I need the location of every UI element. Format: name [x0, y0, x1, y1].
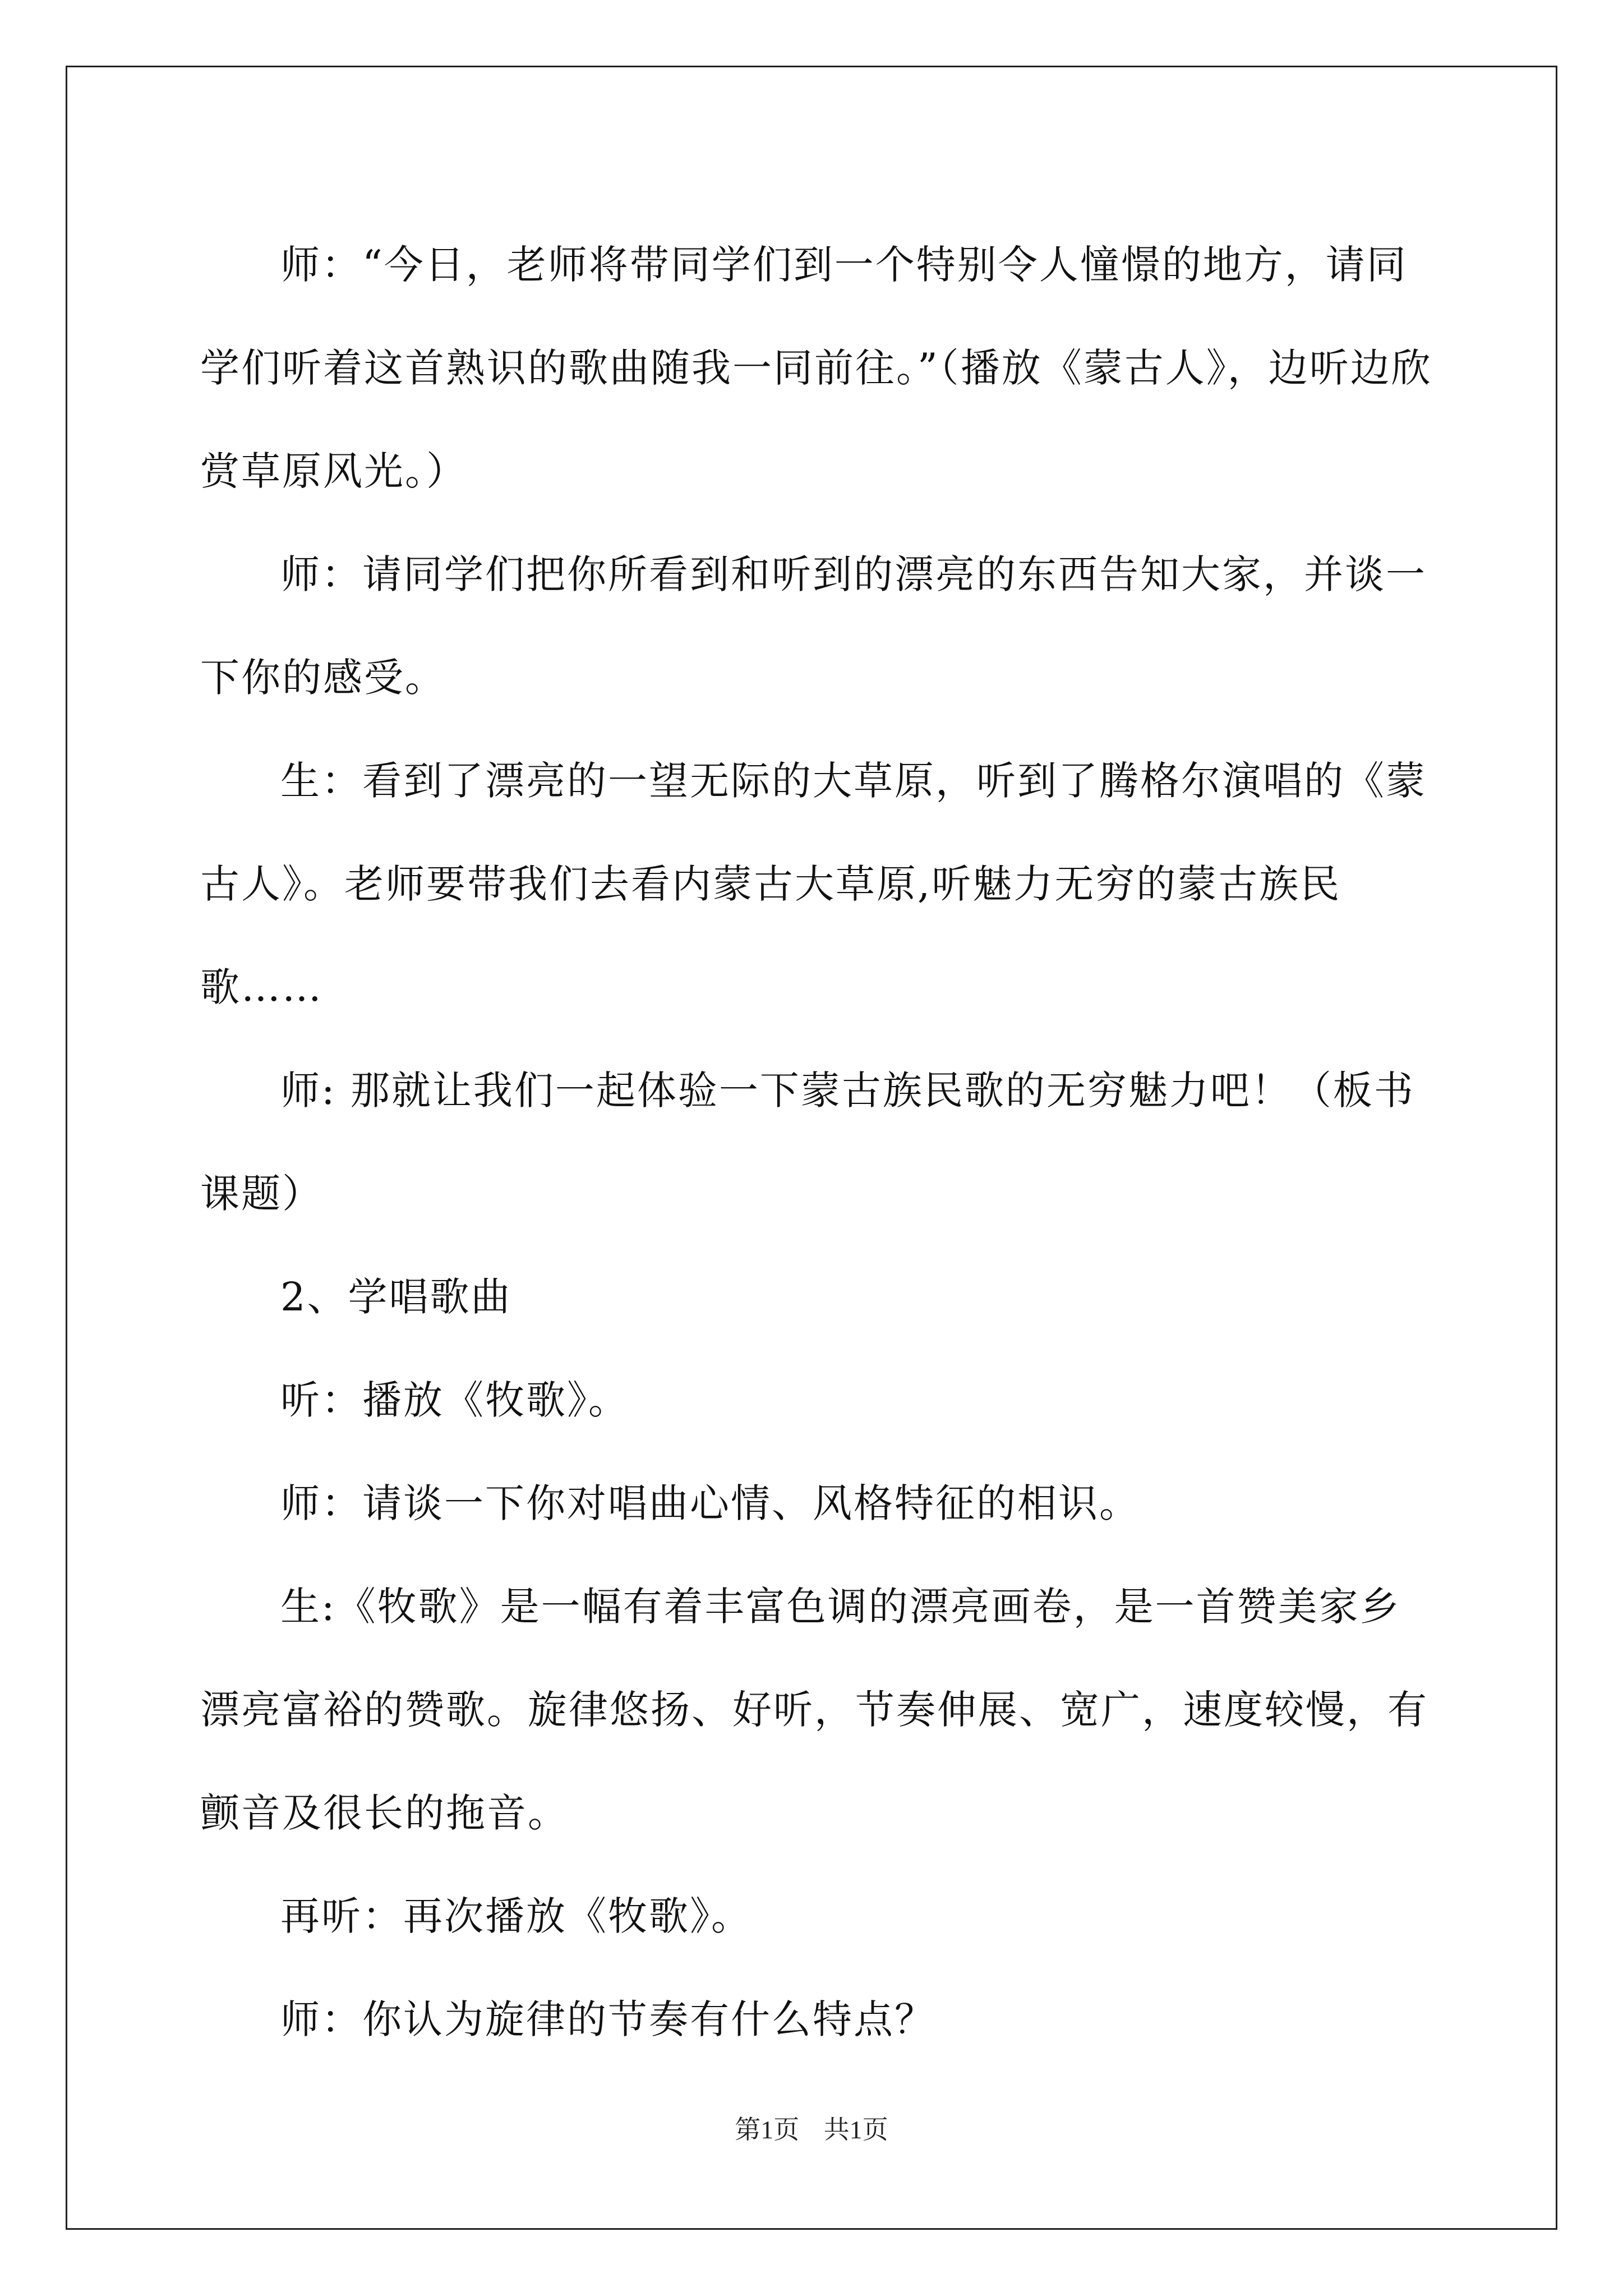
paragraph-teacher-question: 师：请同学们把你所看到和听到的漂亮的东西告知大家，并谈一下你的感受。 [200, 551, 1427, 701]
page-footer [0, 2109, 1623, 2146]
paragraph-listen: 听：播放《牧歌》。 [280, 1377, 629, 1423]
paragraph-student-style: 生:《牧歌》是一幅有着丰富色调的漂亮画卷，是一首赞美家乡漂亮富裕的赞歌。旋律悠扬、好听，节奏伸展、宽广，速度较慢，有颤音及很长的拖音。 [200, 1584, 1428, 1836]
paragraph-teacher-topic: 师: 那就让我们一起体验一下蒙古族民歌的无穷魅力吧！（板书课题） [200, 1068, 1415, 1217]
paragraph-student-answer: 生：看到了漂亮的一望无际的大草原，听到了腾格尔演唱的《蒙古人》。老师要带我们去看内蒙古大草原,听魅力无穷的蒙古族民歌…… [200, 758, 1427, 1010]
page-number-total: 共1页 [823, 2115, 888, 2144]
paragraph-teacher-rhythm: 师：你认为旋律的节奏有什么特点？ [280, 1996, 935, 2042]
document-body [200, 213, 1434, 2071]
page-number-current: 第1页 [735, 2115, 800, 2144]
section-heading-learn-song: 2、学唱歌曲 [280, 1274, 512, 1320]
paragraph-intro: 师：“今日，老师将带同学们到一个特别令人憧憬的地方，请同学们听着这首熟识的歌曲随我一同前往。”（播放《蒙古人》，边听边欣赏草原风光。） [200, 242, 1432, 494]
paragraph-teacher-style: 师：请谈一下你对唱曲心情、风格特征的相识。 [280, 1480, 1140, 1526]
paragraph-listen-again: 再听：再次播放《牧歌》。 [280, 1893, 752, 1939]
